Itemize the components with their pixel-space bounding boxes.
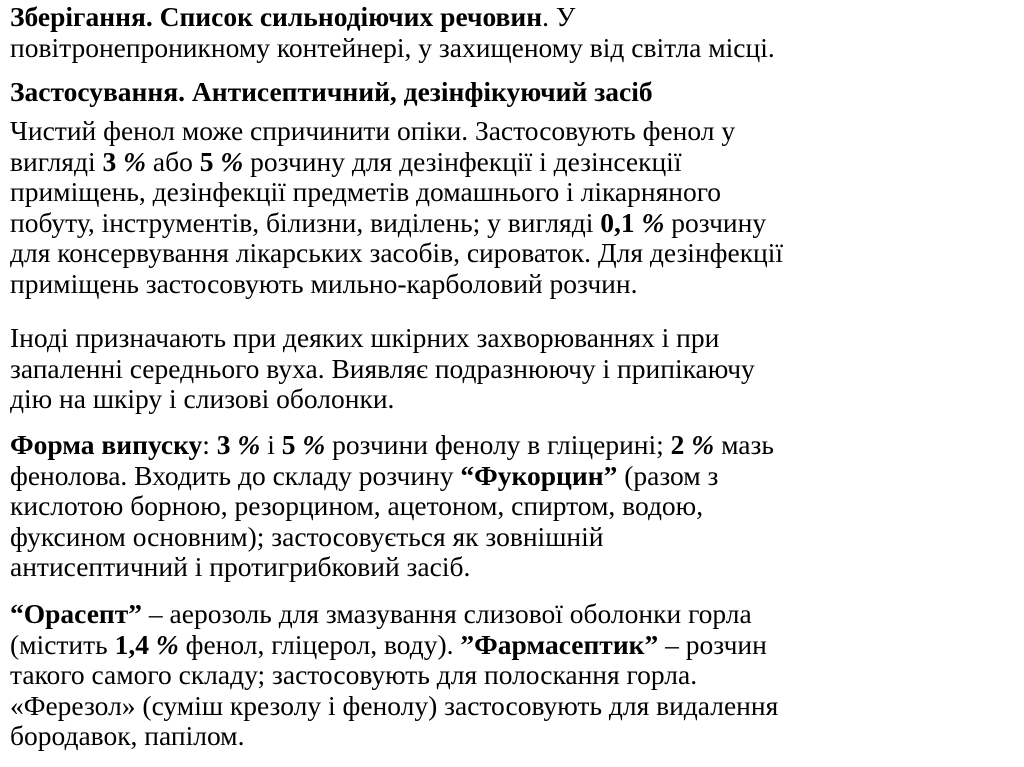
skin-paragraph — [10, 323, 1018, 415]
phenol-line-5: для консервування лікарських засобів, сироваток. Для дезінфекції — [10, 237, 784, 269]
phenol-line-1: Чистий фенол може спричинити опіки. Застосовують фенол у — [10, 115, 736, 146]
form-heading: Форма випуску — [10, 429, 203, 460]
oracept-paragraph — [10, 599, 1018, 752]
form-line-1: Форма випуску: 3 % і 5 % розчини фенолу в гліцерині; 2 % мазь — [10, 429, 774, 460]
phenol-line-4: побуту, інструментів, білизни, виділень; у вигляді 0,1 % розчину — [10, 206, 767, 238]
skin-line-1: Іноді призначають при деяких шкірних захворюваннях і при — [10, 322, 720, 353]
oracept-line-2: (містить 1,4 % фенол, гліцерол, воду). ”Фармасептик” – розчин — [10, 628, 767, 660]
skin-line-2: запаленні середнього вуха. Виявляє подразнюючу і припікаючу — [10, 352, 755, 384]
form-line-2: фенолова. Входить до складу розчину “Фукорцин” (разом з — [10, 459, 719, 491]
oracept-line-4: «Ферезол» (суміш крезолу і фенолу) застосовують для видалення — [10, 689, 779, 721]
oracept-line-5: бородавок, папілом. — [10, 720, 245, 752]
farmaseptyk-name: ”Фармасептик” — [460, 628, 659, 660]
skin-line-3: дію на шкіру і слизові оболонки. — [10, 383, 395, 415]
storage-heading: Зберігання. Список сильнодіючих речовин — [10, 1, 543, 32]
oracept-name: “Орасепт” — [10, 598, 143, 629]
oracept-line-3: такого самого складу; застосовують для полоскання горла. — [10, 659, 698, 691]
phenol-line-2: вигляді 3 % або 5 % розчину для дезінфекції і дезінсекції — [10, 145, 682, 177]
fukortsin-name: “Фукорцин” — [460, 459, 618, 491]
storage-line-2: повітронепроникному контейнері, у захищеному від світла місці. — [10, 31, 775, 63]
usage-heading-paragraph — [10, 77, 1018, 108]
storage-paragraph — [10, 2, 1018, 63]
phenol-line-6: приміщень застосовують мильно-карболовий розчин. — [10, 267, 638, 299]
form-line-3: кислотою борною, резорцином, ацетоном, спиртом, водою, — [10, 490, 704, 522]
form-paragraph — [10, 430, 1018, 583]
oracept-line-1: “Орасепт” – аерозоль для змазування слизової оболонки горла — [10, 598, 752, 629]
form-line-5: антисептичний і протигрибковий засіб. — [10, 551, 471, 583]
usage-heading: Застосування. Антисептичний, дезінфікуючий засіб — [10, 76, 653, 107]
storage-line-1: Зберігання. Список сильнодіючих речовин. У — [10, 1, 576, 32]
phenol-line-3: приміщень, дезінфекції предметів домашнього і лікарняного — [10, 176, 722, 208]
form-line-4: фуксином основним); застосовується як зовнішній — [10, 520, 604, 552]
phenol-paragraph — [10, 116, 1018, 300]
